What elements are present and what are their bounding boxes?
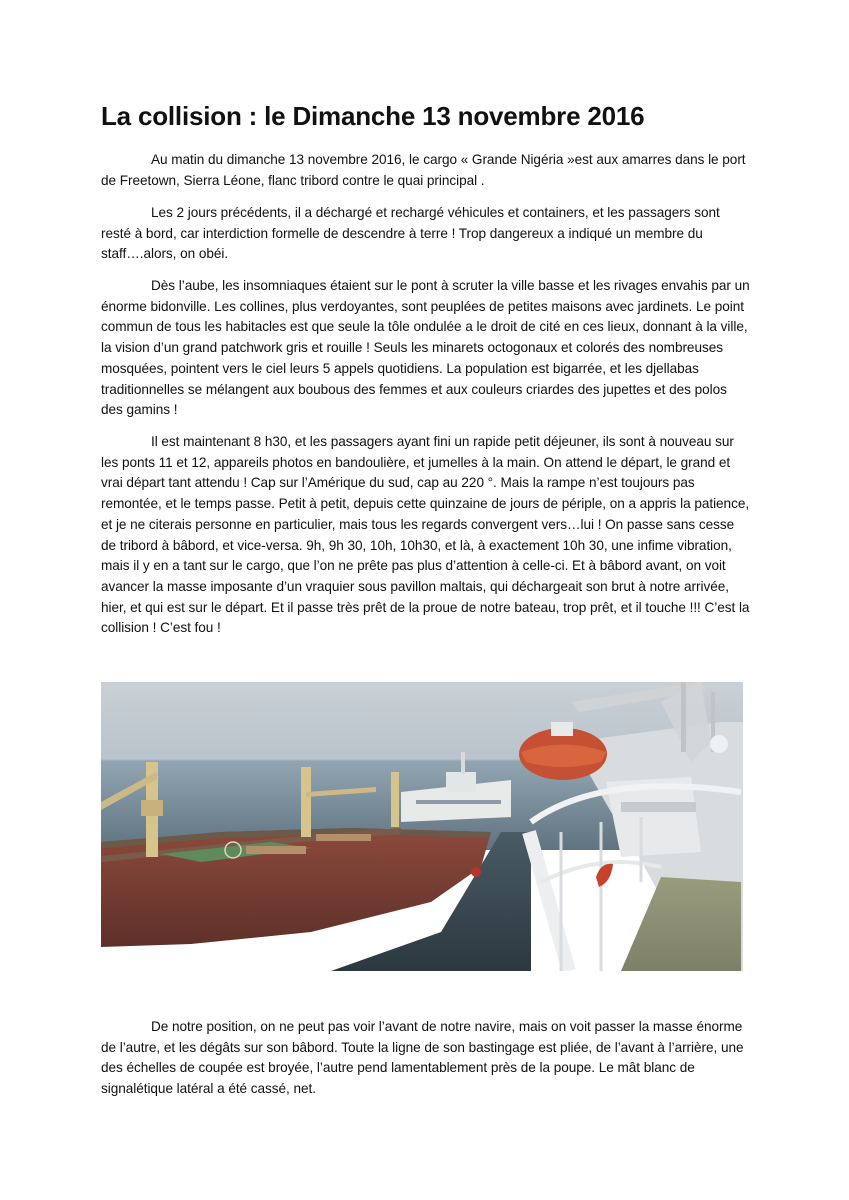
paragraph-5: De notre position, on ne peut pas voir l’avant de notre navire, mais on voit passer la masse énorme de l’autre, et les dégâts sur son bâbord. Toute la ligne de son bastingage est pliée, de l’avant à l’arrière, une des échelles de coupée est broyée, l’autre pend lamentablement près de la poupe. Le mât blanc de signalétique latéral a été cassé, net. (101, 1019, 744, 1097)
paragraph-2: Les 2 jours précédents, il a déchargé et rechargé véhicules et containers, et les passagers sont resté à bord, car interdiction formelle de descendre à terre ! Trop dangereux a indiqué un membre du staff….alors, on obéi. (101, 205, 720, 262)
document-title: La collision : le Dimanche 13 novembre 2016 (101, 101, 645, 131)
paragraph-3: Dès l’aube, les insomniaques étaient sur le pont à scruter la ville basse et les rivages envahis par un énorme bidonville. Les collines, plus verdoyantes, sont peuplées de petites maisons avec jardinets. Le point commun de tous les habitacles est que seule la tôle ondulée a le droit de cité en ces lieux, donnant à la ville, la vision d’un grand patchwork gris et rouille ! Seuls les minarets octogonaux et colorés des nombreuses mosquées, pointent vers le ciel leurs 5 appels quotidiens. La population est bigarrée, et les djellabas traditionnelles se mélangent aux boubous des femmes et aux couleurs criardes des jupettes et des polos des gamins ! (101, 278, 750, 418)
paragraph-4: Il est maintenant 8 h30, et les passagers ayant fini un rapide petit déjeuner, ils sont à nouveau sur les ponts 11 et 12, appareils photos en bandoulière, et jumelles à la main. On attend le départ, le grand et vrai départ tant attendu ! Cap sur l’Amérique du sud, cap au 220 °. Mais la rampe n’est toujours pas remontée, et le temps passe. Petit à petit, depuis cette quinzaine de jours de périple, on a appris la patience, et je ne citerais personne en particulier, mais tous les regards convergent vers…lui ! On passe sans cesse de tribord à bâbord, et vice-versa. 9h, 9h 30, 10h, 10h30, et là, à exactement 10h 30, une infime vibration, mais il y en a tant sur le cargo, que l’on ne prête pas plus d’attention à celle-ci. Et à bâbord avant, on voit avancer la masse imposante d’un vraquier sous pavillon maltais, qui déchargeait son brut à notre arrivée, hier, et qui est sur le départ. Et il passe très prêt de la proue de notre bateau, trop prêt, et il touche !!! C’est la collision ! C’est fou ! (101, 434, 750, 636)
collision-photo (101, 682, 743, 971)
paragraph-1: Au matin du dimanche 13 novembre 2016, le cargo « Grande Nigéria »est aux amarres dans le port de Freetown, Sierra Léone, flanc tribord contre le quai principal . (101, 152, 746, 188)
